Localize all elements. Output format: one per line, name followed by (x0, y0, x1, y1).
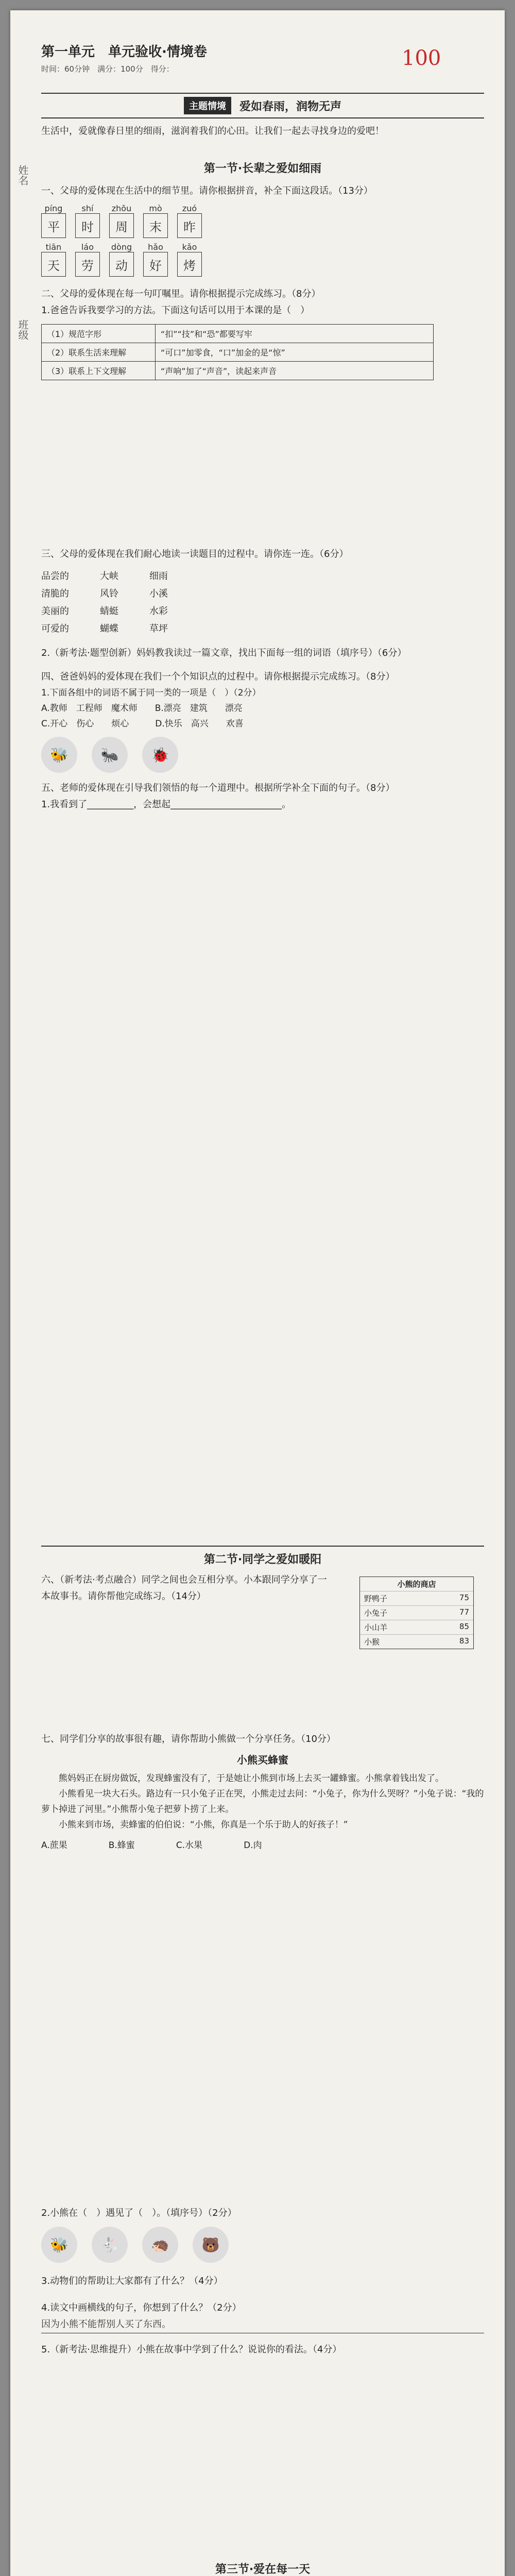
matching-pairs (41, 568, 484, 638)
choice-line: C.开心 伤心 烦心 D.快乐 高兴 欢喜 (41, 719, 244, 729)
unit-title: 第一单元 单元验收·情境卷 (41, 44, 207, 60)
question-10: 4.读文中画横线的句子，你想到了什么？（2分） (41, 2302, 242, 2313)
story-paragraph: 小熊来到市场，卖蜂蜜的伯伯说：“小熊，你真是一个乐于助人的好孩子！” (59, 1820, 348, 1830)
option: A.蔗果 (41, 1840, 67, 1851)
answer-box: 好 (143, 252, 168, 277)
item-name: 小猴 (364, 1637, 380, 1647)
section-3-title: 第三节·爱在每一天 (215, 2563, 311, 2576)
ladybug-icon: 🐞 (142, 737, 178, 773)
section-1b (41, 546, 484, 813)
pinyin-text: hǎo (148, 242, 163, 252)
table-row (42, 325, 433, 343)
question-2-text: 1.爸爸告诉我要学习的方法。下面这句话可以用于本课的是（ ） (41, 305, 310, 316)
pinyin-text: zuó (182, 204, 197, 213)
story-title: 小熊买蜂蜜 (237, 1754, 288, 1766)
section-1 (41, 160, 484, 380)
shop-row (360, 1605, 473, 1620)
match-item: 草坪 (149, 623, 168, 634)
score-mark: 100 (402, 46, 441, 70)
match-item: 美丽的 (41, 606, 69, 617)
match-item: 蝴蝶 (100, 623, 118, 634)
match-item: 风铃 (100, 588, 118, 599)
shop-price-list (359, 1577, 474, 1649)
answer-box: 昨 (177, 213, 202, 238)
table-row (42, 361, 433, 380)
pinyin-text: láo (81, 242, 94, 252)
pinyin-row-2 (41, 242, 484, 277)
margin-name: 姓名 (16, 165, 29, 185)
match-item: 细雨 (149, 571, 168, 582)
choice-line: 1.下面各组中的词语不属于同一类的一项是（ ）（2分） (41, 688, 261, 698)
pinyin-cell (177, 242, 202, 277)
pinyin-cell (75, 204, 100, 238)
answer-box: 烤 (177, 252, 202, 277)
question-3b: 2.（新考法·题型创新）妈妈教我读过一篇文章，找出下面每一组的词语（填序号）（6分） (41, 648, 407, 658)
table-row (42, 343, 433, 361)
question-7: 七、同学们分享的故事很有趣，请你帮助小熊做一个分享任务。（10分） (41, 1734, 336, 1744)
question-6: 六、（新考法·考点融合）同学之间也会互相分享。小本跟同学分享了一本故事书。请你帮他完成练习。（14分） (41, 1574, 327, 1602)
table-cell: （3）联系上下文理解 (47, 366, 127, 376)
ant-icon: 🐜 (92, 737, 128, 773)
question-5-line: 1.我看到了__________，会想起________________________。 (41, 799, 291, 810)
theme-badge: 主题情境 (184, 97, 231, 114)
item-price: 83 (459, 1636, 469, 1646)
question-2: 二、父母的爱体现在每一句叮嘱里。请你根据提示完成练习。（8分） (41, 289, 321, 299)
question-4: 四、爸爸妈妈的爱体现在我们一个个知识点的过程中。请你根据提示完成练习。（8分） (41, 671, 395, 682)
animal-images (41, 2227, 484, 2263)
pinyin-text: tiān (45, 242, 62, 252)
match-right-col (149, 568, 168, 638)
section-2b (41, 2205, 484, 2358)
question-3: 三、父母的爱体现在我们耐心地读一读题目的过程中。请你连一连。（6分） (41, 549, 349, 560)
answer-box: 天 (41, 252, 66, 277)
pinyin-row-1 (41, 204, 484, 238)
option: D.肉 (244, 1840, 262, 1851)
table-cell: “扣”“技”和“恐”都要写牢 (155, 325, 433, 343)
match-mid-col (100, 568, 118, 638)
section-3 (41, 2561, 484, 2576)
answer-line: 因为小熊不能帮别人买了东西。 (41, 2316, 484, 2333)
match-item: 清脆的 (41, 588, 69, 599)
pinyin-cell (75, 242, 100, 277)
pinyin-text: dòng (111, 242, 132, 252)
story-paragraph: 小熊看见一块大石头。路边有一只小兔子正在哭，小熊走过去问：“小兔子，你为什么哭呀？”小兔子说：“我的萝卜掉进了河里。”小熊帮小兔子把萝卜捞了上来。 (41, 1789, 484, 1815)
method-table (41, 324, 434, 380)
q7-options (41, 1838, 484, 1853)
section-2-title: 第二节·同学之爱如暖阳 (203, 1553, 322, 1566)
pinyin-cell (41, 242, 66, 277)
story-paragraph: 熊妈妈正在厨房做饭，发现蜂蜜没有了，于是她让小熊到市场上去买一罐蜂蜜。小熊拿着钱出发了。 (59, 1773, 444, 1784)
item-price: 75 (459, 1593, 469, 1602)
shop-row (360, 1634, 473, 1649)
item-name: 野鸭子 (364, 1594, 388, 1603)
exam-sheet (10, 10, 505, 2576)
match-left-col (41, 568, 69, 638)
item-name: 小兔子 (364, 1608, 388, 1618)
match-item: 小溪 (149, 588, 168, 599)
shop-row (360, 1620, 473, 1634)
pinyin-cell (177, 204, 202, 238)
answer-box: 劳 (75, 252, 100, 277)
bear-icon: 🐻 (193, 2227, 229, 2263)
pinyin-cell (143, 204, 168, 238)
section-2-story (41, 1731, 484, 1853)
question-5: 五、老师的爱体现在引导我们领悟的每一个道理中。根据所学补全下面的句子。（8分） (41, 783, 395, 793)
option: C.水果 (176, 1840, 203, 1851)
answer-box: 时 (75, 213, 100, 238)
rabbit-icon: 🐇 (92, 2227, 128, 2263)
pinyin-cell (109, 242, 134, 277)
item-name: 小山羊 (364, 1623, 388, 1632)
insect-images (41, 737, 484, 773)
question-9: 3.动物们的帮助让大家都有了什么？（4分） (41, 2276, 223, 2286)
question-11: 5.（新考法·思维提升）小熊在故事中学到了什么？说说你的看法。（4分） (41, 2344, 342, 2355)
match-item: 大峡 (100, 571, 118, 582)
match-item: 水彩 (149, 606, 168, 617)
bee-icon: 🐝 (41, 2227, 77, 2263)
question-1: 一、父母的爱体现在生活中的细节里。请你根据拼音，补全下面这段话。（13分） (41, 185, 373, 196)
match-item: 品尝的 (41, 571, 69, 582)
answer-box: 末 (143, 213, 168, 238)
section-1-title: 第一节·长辈之爱如细雨 (203, 162, 322, 175)
pinyin-text: shí (81, 204, 94, 213)
section-divider (41, 1546, 484, 1547)
hedgehog-icon: 🦔 (142, 2227, 178, 2263)
pinyin-text: kǎo (182, 242, 197, 252)
intro-paragraph: 生活中，爱就像春日里的细雨，滋润着我们的心田。让我们一起去寻找身边的爱吧！ (41, 126, 384, 137)
exam-meta: 时间：60分钟 满分：100分 得分： (41, 64, 174, 74)
answer-box: 动 (109, 252, 134, 277)
match-item: 可爱的 (41, 623, 69, 634)
answer-box: 周 (109, 213, 134, 238)
item-price: 85 (459, 1622, 469, 1631)
pinyin-cell (109, 204, 134, 238)
option: B.蜂蜜 (108, 1840, 135, 1851)
choice-line: A.教师 工程师 魔术师 B.漂亮 建筑 漂亮 (41, 703, 243, 714)
table-cell: （1）规范字形 (47, 329, 102, 339)
bee-icon: 🐝 (41, 737, 77, 773)
question-8: 2.小熊在（ ）遇见了（ ）。（填序号）（2分） (41, 2208, 237, 2218)
match-item: 蜻蜓 (100, 606, 118, 617)
pinyin-text: zhōu (111, 204, 132, 213)
theme-bar (41, 93, 484, 118)
answer-box: 平 (41, 213, 66, 238)
theme-text: 爱如春雨，润物无声 (239, 100, 341, 113)
pinyin-text: píng (44, 204, 63, 213)
margin-class: 班级 (16, 319, 29, 340)
table-cell: “可口”加零食，“口”加金的是“惊” (155, 343, 433, 361)
table-cell: （2）联系生活来理解 (47, 348, 127, 358)
pinyin-cell (41, 204, 66, 238)
item-price: 77 (459, 1607, 469, 1617)
table-cell: “声响”加了“声音”，读起来声音 (155, 362, 433, 380)
pinyin-text: mò (149, 204, 162, 213)
shop-row (360, 1591, 473, 1605)
pinyin-cell (143, 242, 168, 277)
shop-title: 小熊的商店 (397, 1580, 436, 1589)
